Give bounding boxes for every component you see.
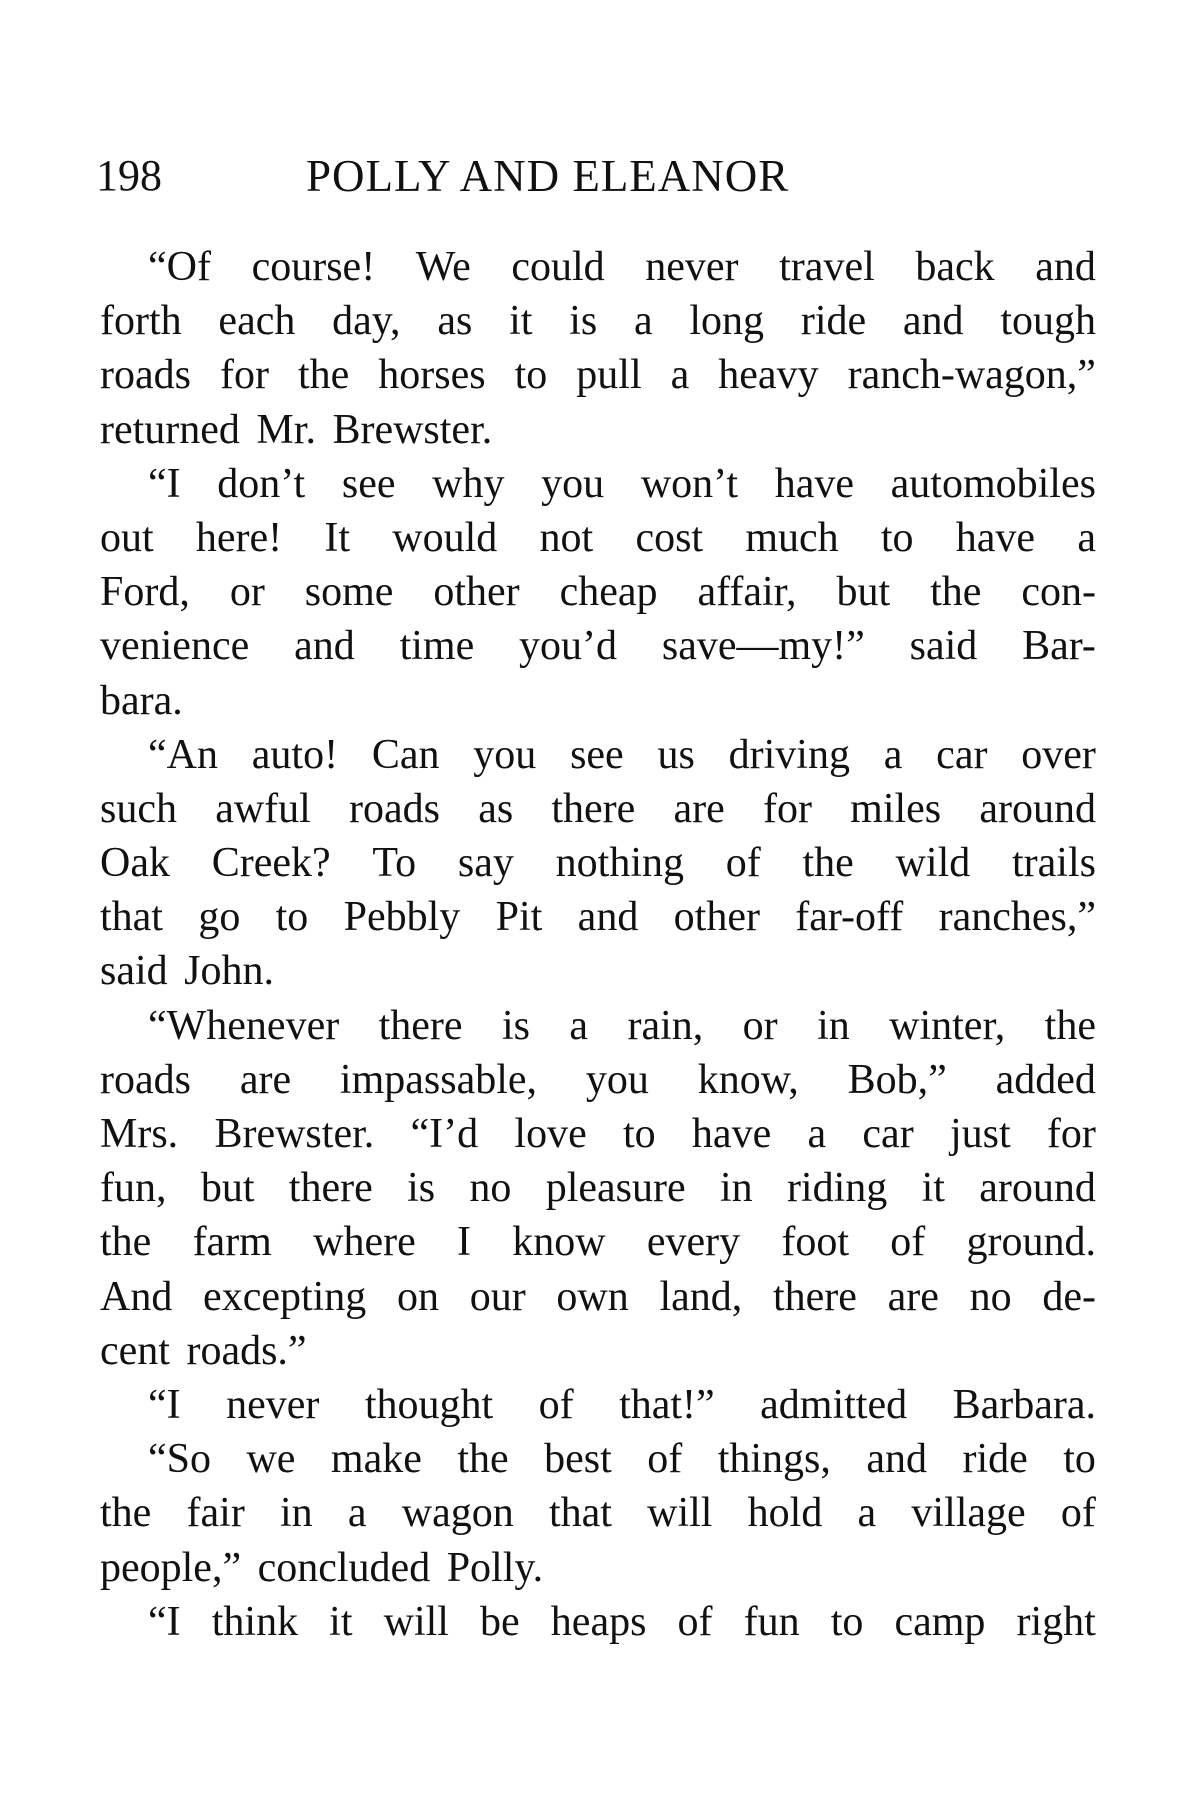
word: Bob,” — [847, 1056, 947, 1103]
word: roads — [349, 785, 440, 832]
word: con- — [1021, 569, 1096, 616]
word: automobiles — [890, 460, 1096, 507]
word: fair — [186, 1490, 245, 1537]
text-line: returned Mr. Brewster. — [100, 406, 493, 453]
word: see — [570, 731, 624, 778]
word: Creek? — [211, 840, 331, 887]
word: own — [556, 1273, 629, 1320]
word: right — [1016, 1598, 1096, 1645]
word: ride — [800, 298, 867, 345]
word: It — [324, 514, 351, 561]
word: of — [677, 1598, 713, 1645]
word: foot — [781, 1219, 849, 1266]
word: each — [218, 298, 296, 345]
word: ranch-wagon,” — [847, 352, 1096, 399]
text-line — [100, 240, 1096, 294]
word: no — [969, 1273, 1012, 1320]
word: on — [397, 1273, 440, 1320]
word: we — [246, 1436, 296, 1483]
word: Bar- — [1022, 623, 1096, 670]
word: there — [378, 1002, 463, 1049]
word: some — [304, 569, 394, 616]
word: the — [1044, 1002, 1096, 1049]
word: the — [100, 1219, 152, 1266]
text-line — [100, 1486, 1096, 1540]
word: the — [802, 840, 854, 887]
word: over — [1021, 731, 1096, 778]
word: as — [478, 785, 514, 832]
word: Can — [371, 731, 440, 778]
text-line — [100, 1161, 1096, 1215]
word: winter, — [889, 1002, 1006, 1049]
text-line — [100, 511, 1096, 565]
word: it — [921, 1165, 945, 1212]
word: why — [432, 460, 505, 507]
text-line — [100, 1378, 1096, 1432]
word: de- — [1042, 1273, 1096, 1320]
word: awful — [215, 785, 311, 832]
word: cheap — [559, 569, 658, 616]
word: miles — [850, 785, 942, 832]
running-title: POLLY AND ELEANOR — [306, 151, 790, 201]
word: it — [329, 1598, 353, 1645]
word: pleasure — [545, 1165, 686, 1212]
word: see — [341, 460, 396, 507]
word: fun, — [100, 1165, 167, 1212]
word: have — [691, 1111, 772, 1157]
word: “An — [148, 731, 218, 778]
word: car — [936, 731, 988, 778]
word: heavy — [718, 352, 819, 399]
word: just — [949, 1111, 1011, 1157]
word: village — [911, 1490, 1026, 1537]
word: a — [633, 298, 653, 345]
text-line — [100, 728, 1096, 782]
word: of — [647, 1436, 683, 1483]
word: wagon — [401, 1490, 514, 1537]
word: auto! — [251, 731, 339, 778]
word: save—my!” — [661, 623, 865, 670]
text-line — [100, 1053, 1096, 1107]
word: trails — [1011, 840, 1096, 887]
word: the — [100, 1490, 152, 1537]
word: a — [670, 352, 690, 399]
word: pull — [576, 352, 642, 399]
word: land, — [659, 1273, 743, 1320]
word: time — [399, 623, 475, 670]
word: nothing — [555, 840, 684, 887]
word: of — [890, 1219, 926, 1266]
word: go — [198, 894, 241, 941]
word: say — [457, 840, 514, 887]
word: “I — [148, 1381, 181, 1428]
text-line: said John. — [100, 948, 274, 995]
word: around — [979, 1165, 1096, 1212]
word: you — [541, 460, 605, 507]
word: such — [100, 785, 177, 832]
word: never — [645, 244, 739, 290]
text-line — [100, 457, 1096, 511]
word: much — [745, 514, 839, 561]
word: to — [1063, 1436, 1096, 1483]
word: fun — [743, 1598, 800, 1645]
word: to — [622, 1111, 656, 1157]
word: excepting — [203, 1273, 367, 1320]
word: affair, — [697, 569, 797, 616]
word: admitted — [760, 1381, 908, 1428]
word: thought — [364, 1381, 494, 1428]
text-line — [100, 1107, 1096, 1161]
text-line — [100, 999, 1096, 1053]
word: and — [294, 623, 355, 670]
word: for — [1046, 1111, 1096, 1157]
word: of — [538, 1381, 574, 1428]
word: love — [514, 1111, 587, 1157]
word: back — [915, 244, 995, 290]
word: and — [866, 1436, 928, 1483]
word: could — [511, 244, 605, 290]
word: other — [433, 569, 520, 616]
word: a — [569, 1002, 589, 1049]
word: hold — [747, 1490, 823, 1537]
word: you — [473, 731, 537, 778]
word: not — [539, 514, 594, 561]
word: would — [392, 514, 498, 561]
word: is — [407, 1165, 436, 1212]
word: other — [673, 894, 760, 941]
word: Brewster. — [214, 1111, 375, 1157]
word: where — [313, 1219, 416, 1266]
word: I — [456, 1219, 471, 1266]
word: “I — [148, 1598, 181, 1645]
word: impassable, — [339, 1056, 538, 1103]
word: camp — [894, 1598, 986, 1645]
word: are — [239, 1056, 292, 1103]
running-header — [96, 146, 1096, 206]
word: a — [883, 731, 903, 778]
word: that!” — [619, 1381, 715, 1428]
word: Mrs. — [100, 1111, 179, 1157]
word: Barbara. — [952, 1381, 1096, 1428]
word: the — [930, 569, 982, 616]
word: of — [1060, 1490, 1096, 1537]
word: cost — [635, 514, 704, 561]
word: and — [577, 894, 639, 941]
word: added — [995, 1056, 1096, 1103]
word: as — [437, 298, 473, 345]
word: or — [742, 1002, 778, 1049]
word: and — [1035, 244, 1096, 290]
word: to — [514, 352, 548, 399]
text-line — [100, 565, 1096, 619]
word: a — [807, 1111, 827, 1157]
word: Ford, — [100, 569, 190, 616]
body-text — [100, 240, 1096, 1649]
word: out — [100, 514, 154, 561]
word: that — [548, 1490, 612, 1537]
word: never — [226, 1381, 320, 1428]
text-line — [100, 1270, 1096, 1324]
word: are — [673, 785, 725, 832]
word: here! — [195, 514, 283, 561]
word: travel — [779, 244, 875, 290]
word: of — [725, 840, 761, 887]
word: have — [774, 460, 854, 507]
word: around — [979, 785, 1096, 832]
word: car — [862, 1111, 914, 1157]
word: is — [501, 1002, 530, 1049]
word: farm — [192, 1219, 272, 1266]
word: “Of — [148, 244, 211, 290]
word: have — [955, 514, 1036, 561]
word: there — [772, 1273, 857, 1320]
word: Pit — [495, 894, 543, 941]
word: Oak — [100, 840, 170, 887]
word: think — [211, 1598, 299, 1645]
word: but — [200, 1165, 255, 1212]
word: tough — [1000, 298, 1096, 345]
word: there — [551, 785, 636, 832]
text-line: cent roads.” — [100, 1327, 307, 1374]
word: “I’d — [410, 1111, 479, 1157]
word: heaps — [550, 1598, 647, 1645]
word: And — [100, 1273, 173, 1320]
word: or — [229, 569, 265, 616]
word: roads — [100, 1056, 191, 1103]
word: our — [469, 1273, 526, 1320]
word: a — [1077, 514, 1096, 561]
word: best — [544, 1436, 612, 1483]
word: for — [219, 352, 269, 399]
word: in — [817, 1002, 850, 1049]
word: day, — [332, 298, 401, 345]
word: every — [646, 1219, 741, 1266]
word: in — [719, 1165, 753, 1212]
word: us — [657, 731, 695, 778]
text-line — [100, 294, 1096, 348]
word: to — [880, 514, 914, 561]
word: long — [689, 298, 765, 345]
text-line — [100, 619, 1096, 673]
word: no — [469, 1165, 512, 1212]
word: there — [288, 1165, 373, 1212]
word: a — [857, 1490, 877, 1537]
word: “So — [148, 1436, 211, 1483]
word: riding — [786, 1165, 888, 1212]
word: We — [415, 244, 471, 290]
text-line — [100, 348, 1096, 402]
word: are — [887, 1273, 939, 1320]
text-line — [100, 782, 1096, 836]
word: it — [509, 298, 533, 345]
word: rain, — [627, 1002, 704, 1049]
word: “Whenever — [148, 1002, 340, 1049]
word: will — [383, 1598, 449, 1645]
word: make — [330, 1436, 422, 1483]
word: know — [512, 1219, 606, 1266]
word: said — [909, 623, 978, 670]
word: the — [457, 1436, 509, 1483]
text-line: bara. — [100, 677, 183, 724]
word: roads — [100, 352, 191, 399]
word: To — [372, 840, 417, 887]
word: ground. — [966, 1219, 1096, 1266]
word: and — [902, 298, 964, 345]
text-line — [100, 1432, 1096, 1486]
word: for — [762, 785, 812, 832]
word: ranches,” — [938, 894, 1096, 941]
word: will — [647, 1490, 713, 1537]
word: horses — [378, 352, 486, 399]
page-number: 198 — [96, 151, 162, 200]
word: things, — [717, 1436, 831, 1483]
word: venience — [100, 623, 250, 670]
text-line — [100, 1215, 1096, 1269]
word: the — [297, 352, 350, 399]
word: is — [569, 298, 598, 345]
word: ride — [962, 1436, 1028, 1483]
word: course! — [251, 244, 376, 290]
word: you’d — [519, 623, 618, 670]
word: far-off — [795, 894, 904, 941]
word: but — [836, 569, 891, 616]
word: Pebbly — [343, 894, 461, 941]
word: you — [585, 1056, 649, 1103]
word: to — [830, 1598, 864, 1645]
word: forth — [100, 298, 182, 345]
text-line — [100, 836, 1096, 890]
word: in — [280, 1490, 313, 1537]
word: to — [275, 894, 309, 941]
word: won’t — [640, 460, 739, 507]
word: that — [100, 894, 163, 941]
text-line: people,” concluded Polly. — [100, 1544, 544, 1591]
word: wild — [895, 840, 971, 887]
word: driving — [728, 731, 850, 778]
word: don’t — [217, 460, 306, 507]
text-line — [100, 1595, 1096, 1649]
word: “I — [148, 460, 181, 507]
word: know, — [697, 1056, 799, 1103]
word: a — [347, 1490, 367, 1537]
word: be — [480, 1598, 520, 1645]
text-line — [100, 890, 1096, 944]
